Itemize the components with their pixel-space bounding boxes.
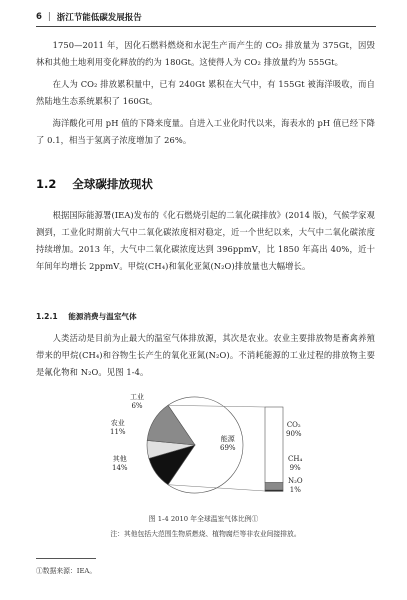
- page-number: 6: [36, 12, 42, 22]
- subsection-number: 1.2.1: [36, 312, 58, 321]
- subsection-body: [36, 330, 375, 381]
- paragraph: 1750—2011 年，因化石燃料燃烧和水泥生产而产生的 CO₂ 排放量为 375Gt，因毁林和其他土地利用变化释放的约为 180Gt。这使得人为 CO₂ 排放量约为 555Gt。: [36, 40, 375, 67]
- slice-label-industry: 工业 6%: [130, 393, 144, 410]
- bar-segment-n2o: [265, 490, 283, 491]
- book-title: 浙江节能低碳发展报告: [56, 13, 142, 23]
- section-body: [36, 207, 375, 275]
- subsection-title: 能源消费与温室气体: [68, 312, 137, 321]
- header-separator: |: [47, 12, 51, 22]
- section-heading: [36, 176, 153, 192]
- slice-label-other: 其他 14%: [112, 455, 128, 472]
- figure-note: 注：其他包括大范围生物质燃烧、植物腐烂等非农业间接排放。: [110, 530, 301, 538]
- slice-label-energy: 能源 69%: [220, 435, 236, 452]
- bar-segment-ch4: [265, 483, 283, 491]
- paragraph: 海洋酸化可用 pH 值的下降来度量。自进入工业化时代以来，海表水的 pH 值已经下降了 0.1，相当于氢离子浓度增加了 26%。: [36, 118, 375, 145]
- footnote: ①数据来源：IEA。: [36, 567, 97, 575]
- header-rule: [36, 26, 376, 27]
- section-number: 1.2: [36, 177, 57, 191]
- section-title: 全球碳排放现状: [72, 177, 153, 191]
- running-header: [36, 10, 376, 24]
- paragraph: 在人为 CO₂ 排放累积量中，已有 240Gt 累积在大气中，有 155Gt 被海洋吸收，而自然陆地生态系统累积了 160Gt。: [36, 79, 375, 106]
- subsection-heading: [36, 311, 137, 322]
- paragraph: 根据国际能源署(IEA)发布的《化石燃烧引起的二氧化碳排放》(2014 版)，气候学家观测到，工业化时期前大气中二氧化碳浓度相对稳定，近一个世纪以来，大气中二氧化碳浓度持续增加。2013 年，大气中二氧化碳浓度达到 396ppmV，比 1850 年高出 40%，近十年间年均增长 2ppmV。甲烷(CH₄)和氧化亚氮(N₂O)排放量也大幅增长。: [36, 210, 375, 271]
- paragraph: 人类活动是目前为止最大的温室气体排放源，其次是农业。农业主要排放物是畜禽养殖带来的甲烷(CH₄)和谷物生长产生的氧化亚氮(N₂O)。不消耗能源的工业过程的排放物主要是氟化物和 N₂O。见图 1-4。: [36, 333, 375, 377]
- ghg-chart: [110, 385, 310, 505]
- intro-paragraphs: [36, 37, 375, 149]
- bar-label-ch4: CH₄ 9%: [288, 455, 303, 472]
- bar-label-n2o: N₂O 1%: [288, 477, 303, 494]
- slice-label-agriculture: 农业 11%: [110, 419, 126, 436]
- footnote-rule: [36, 558, 96, 559]
- figure-caption: 图 1-4 2010 年全球温室气体比例①: [148, 515, 259, 523]
- bar-label-co2: CO₂ 90%: [286, 421, 302, 438]
- bar-segment-co2: [265, 407, 283, 483]
